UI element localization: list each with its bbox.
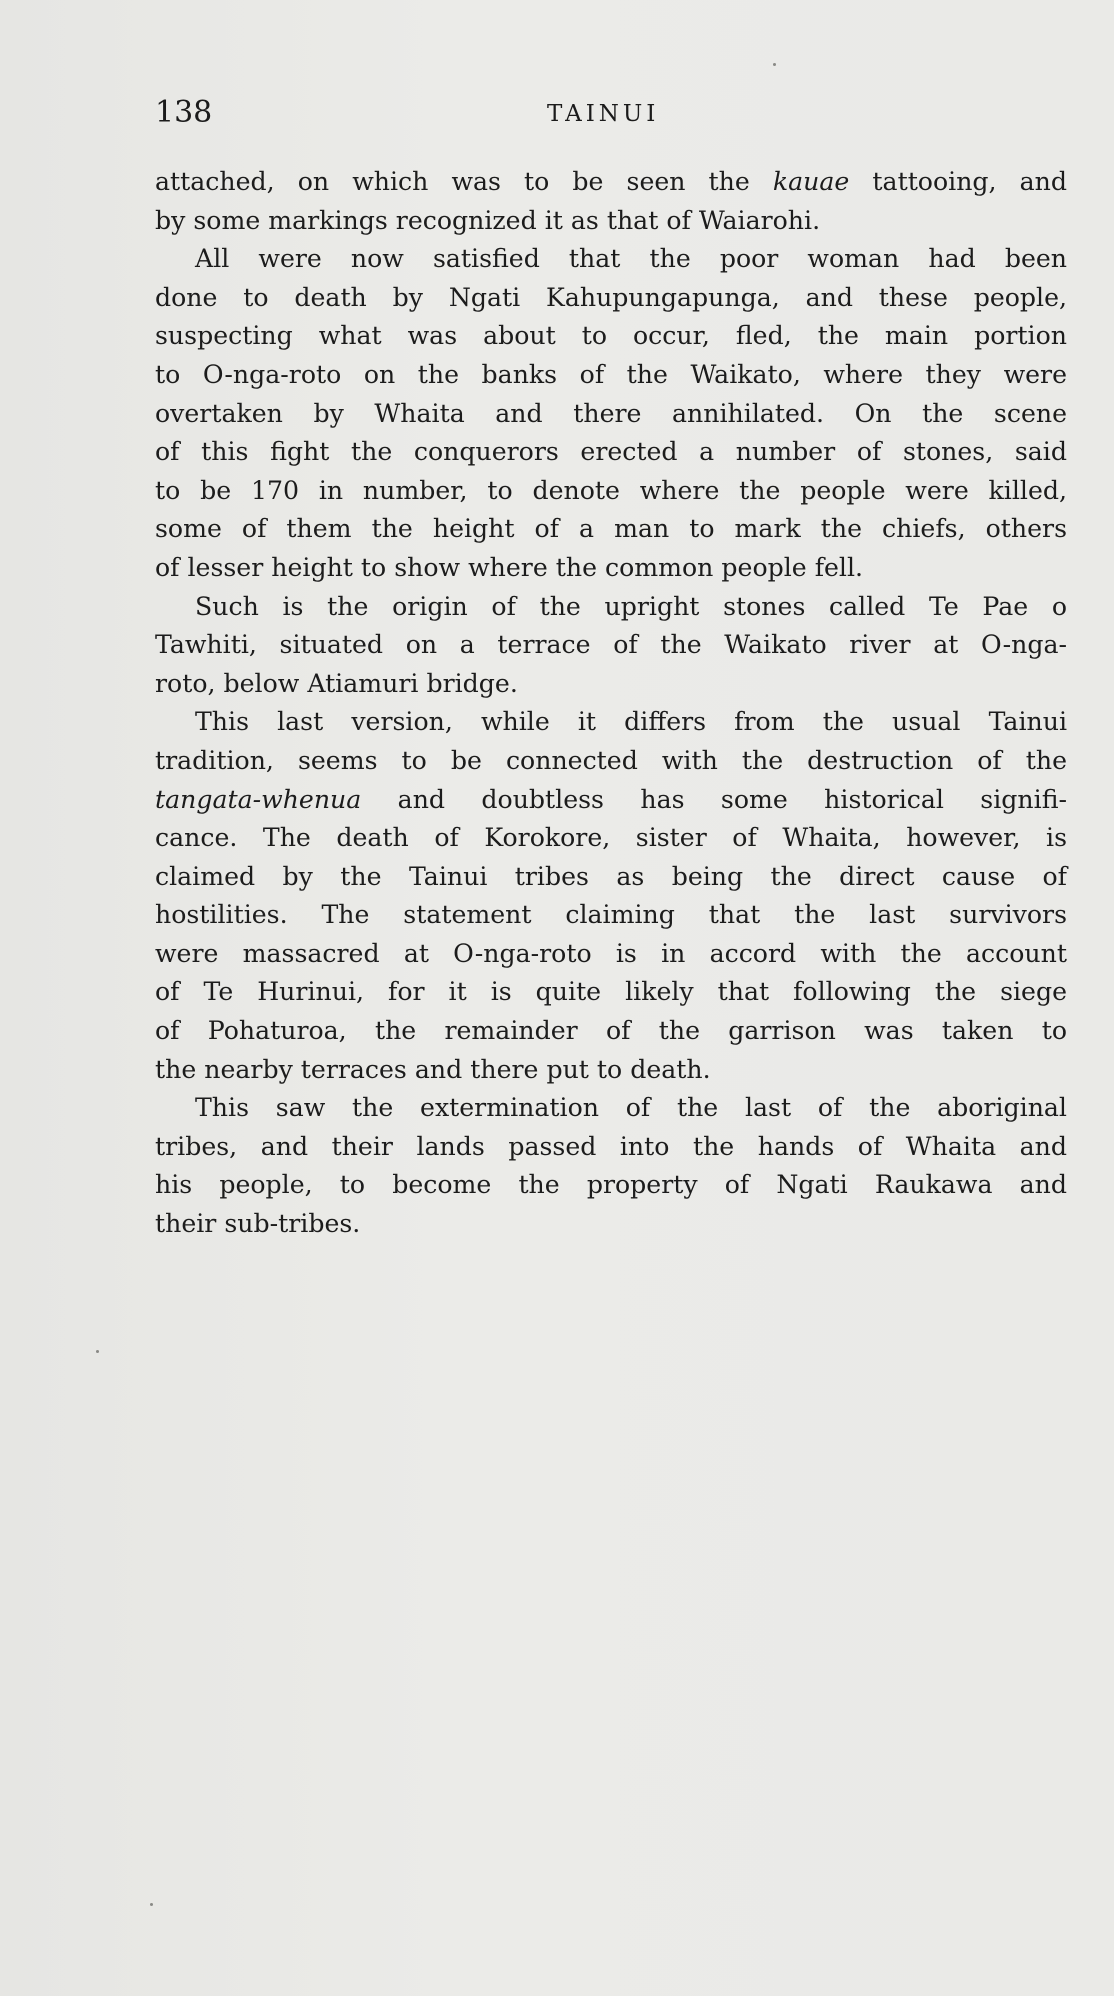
text-segment: This last version, while it differs from the usual Tainui	[195, 707, 1067, 737]
text-segment: attached, on which was to be seen the	[155, 167, 773, 196]
text-segment: hostilities. The statement claiming that the last survivors	[155, 900, 1067, 930]
text-segment: done to death by Ngati Kahupungapunga, and these people,	[155, 282, 1067, 312]
body-text	[155, 163, 1067, 1244]
running-head: TAINUI	[547, 101, 660, 127]
text-line	[155, 819, 1067, 858]
text-segment: tattooing, and	[849, 167, 1067, 196]
paragraph	[155, 1089, 1067, 1243]
text-segment: of lesser height to show where the common people fell.	[155, 552, 864, 582]
text-segment: suspecting what was about to occur, fled, the main portion	[155, 321, 1067, 351]
text-segment: All were now satisfied that the poor woman had been	[195, 244, 1067, 274]
text-segment: some of them the height of a man to mark the chiefs, others	[155, 514, 1067, 544]
text-segment: to O-nga-roto on the banks of the Waikato, where they were	[155, 359, 1067, 389]
text-line	[155, 973, 1067, 1012]
text-line	[155, 896, 1067, 935]
text-line	[155, 626, 1067, 665]
italic-term: kauae	[772, 167, 850, 196]
text-segment: of this fight the conquerors erected a number of stones, said	[155, 437, 1067, 467]
text-line	[155, 356, 1067, 395]
paper-speck	[773, 63, 776, 66]
text-line	[155, 1166, 1067, 1205]
text-segment: of Pohaturoa, the remainder of the garrison was taken to	[155, 1016, 1067, 1046]
paragraph	[155, 703, 1067, 1089]
text-line	[155, 549, 1067, 588]
text-segment: Such is the origin of the upright stones called Te Pae o	[195, 591, 1067, 621]
text-line	[155, 588, 1067, 627]
text-line	[155, 163, 1067, 202]
text-segment: Tawhiti, situated on a terrace of the Waikato river at O-nga-	[155, 630, 1067, 660]
text-segment: the nearby terraces and there put to death.	[155, 1054, 711, 1084]
text-line	[155, 317, 1067, 356]
paragraph	[155, 163, 1067, 240]
text-line	[155, 1012, 1067, 1051]
paper-speck	[96, 1350, 99, 1353]
text-line	[155, 665, 1067, 704]
text-line	[155, 510, 1067, 549]
text-line	[155, 472, 1067, 511]
text-segment: tribes, and their lands passed into the hands of Whaita and	[155, 1131, 1067, 1161]
text-line	[155, 1051, 1067, 1090]
text-line	[155, 703, 1067, 742]
text-line	[155, 858, 1067, 897]
text-line	[155, 935, 1067, 974]
text-line	[155, 433, 1067, 472]
text-segment: claimed by the Tainui tribes as being the direct cause of	[155, 861, 1067, 891]
page-header	[155, 95, 1055, 135]
text-line	[155, 240, 1067, 279]
italic-term: tangata-whenua	[155, 784, 362, 814]
text-segment: his people, to become the property of Ngati Raukawa and	[155, 1170, 1067, 1200]
paragraph	[155, 240, 1067, 587]
text-segment: of Te Hurinui, for it is quite likely that following the siege	[155, 977, 1067, 1007]
text-segment: were massacred at O-nga-roto is in accord with the account	[155, 938, 1067, 968]
text-line	[155, 395, 1067, 434]
text-segment: by some markings recognized it as that of Waiarohi.	[155, 205, 821, 235]
text-line	[155, 781, 1067, 820]
paragraph	[155, 588, 1067, 704]
text-segment: roto, below Atiamuri bridge.	[155, 668, 518, 698]
text-line	[155, 1089, 1067, 1128]
paper-speck	[150, 1903, 153, 1906]
text-segment: cance. The death of Korokore, sister of Whaita, however, is	[155, 823, 1067, 853]
page-number: 138	[155, 95, 213, 130]
text-line	[155, 1128, 1067, 1167]
text-line	[155, 202, 1067, 241]
text-segment: This saw the extermination of the last of the aboriginal	[195, 1093, 1067, 1123]
text-line	[155, 1205, 1067, 1244]
text-line	[155, 742, 1067, 781]
text-segment: overtaken by Whaita and there annihilated. On the scene	[155, 398, 1067, 428]
text-segment: tradition, seems to be connected with the destruction of the	[155, 745, 1067, 775]
text-segment: their sub-tribes.	[155, 1209, 361, 1239]
text-segment: and doubtless has some historical signifi-	[361, 784, 1067, 814]
text-segment: to be 170 in number, to denote where the people were killed,	[155, 475, 1067, 505]
text-line	[155, 279, 1067, 318]
